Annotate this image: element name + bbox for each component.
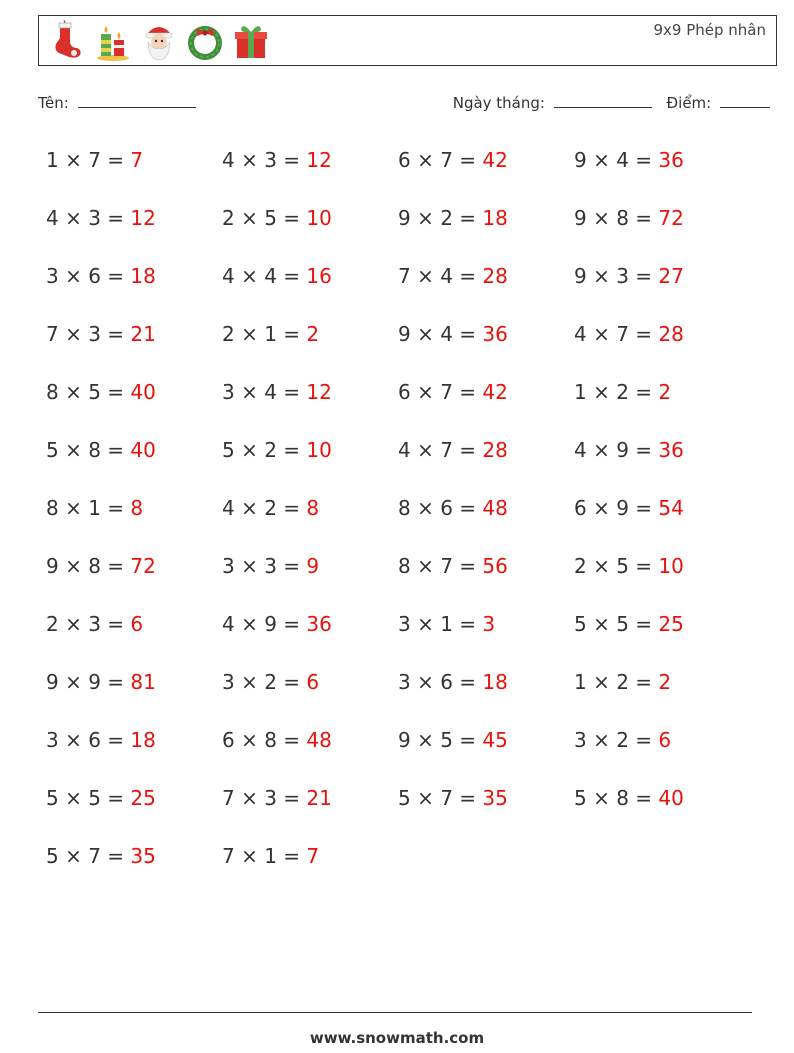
problem-answer: 12 xyxy=(306,148,332,172)
problem-question: 7 × 3 = xyxy=(222,786,307,810)
problem-answer: 81 xyxy=(130,670,156,694)
problem-answer: 3 xyxy=(482,612,496,636)
problem-answer: 7 xyxy=(130,148,144,172)
problem-answer: 27 xyxy=(658,264,684,288)
problem-question: 9 × 4 = xyxy=(398,322,483,346)
problem-answer: 12 xyxy=(306,380,332,404)
problem-item xyxy=(398,720,574,778)
problem-item xyxy=(222,140,398,198)
problem-answer: 18 xyxy=(130,728,156,752)
problem-question: 3 × 4 = xyxy=(222,380,307,404)
name-label: Tên: xyxy=(38,94,69,112)
problem-question: 8 × 1 = xyxy=(46,496,131,520)
problem-question: 6 × 8 = xyxy=(222,728,307,752)
problem-item xyxy=(46,256,222,314)
wreath-icon xyxy=(185,20,225,62)
problem-item xyxy=(574,372,750,430)
problem-question: 6 × 7 = xyxy=(398,148,483,172)
problem-answer: 72 xyxy=(658,206,684,230)
problem-item xyxy=(222,546,398,604)
header-icons xyxy=(47,20,271,62)
problem-answer: 16 xyxy=(306,264,332,288)
problem-item xyxy=(46,778,222,836)
problem-answer: 35 xyxy=(482,786,508,810)
footer-url: www.snowmath.com xyxy=(309,1029,485,1047)
problem-answer: 40 xyxy=(130,438,156,462)
problem-question: 4 × 3 = xyxy=(222,148,307,172)
problem-question: 2 × 3 = xyxy=(46,612,131,636)
problem-question: 2 × 5 = xyxy=(222,206,307,230)
problem-item xyxy=(398,488,574,546)
problem-answer: 21 xyxy=(306,786,332,810)
problem-item xyxy=(222,604,398,662)
problem-answer: 21 xyxy=(130,322,156,346)
problem-question: 4 × 9 = xyxy=(222,612,307,636)
problem-answer: 18 xyxy=(130,264,156,288)
problem-answer: 6 xyxy=(658,728,672,752)
problem-item xyxy=(46,604,222,662)
problem-item xyxy=(574,546,750,604)
problem-item xyxy=(574,488,750,546)
problem-item xyxy=(398,662,574,720)
problem-item xyxy=(222,372,398,430)
problem-question: 9 × 5 = xyxy=(398,728,483,752)
problem-question: 5 × 5 = xyxy=(574,612,659,636)
problem-answer: 36 xyxy=(658,438,684,462)
problem-question: 8 × 7 = xyxy=(398,554,483,578)
problem-answer: 28 xyxy=(482,264,508,288)
problem-item xyxy=(46,430,222,488)
problem-item xyxy=(398,430,574,488)
problem-question: 4 × 2 = xyxy=(222,496,307,520)
problem-question: 4 × 3 = xyxy=(46,206,131,230)
problem-item xyxy=(46,662,222,720)
problem-item xyxy=(574,662,750,720)
problem-question: 5 × 2 = xyxy=(222,438,307,462)
problem-question: 1 × 7 = xyxy=(46,148,131,172)
problem-answer: 25 xyxy=(658,612,684,636)
problem-answer: 40 xyxy=(130,380,156,404)
problem-answer: 6 xyxy=(130,612,144,636)
problem-question: 7 × 1 = xyxy=(222,844,307,868)
problem-item xyxy=(398,314,574,372)
problem-item xyxy=(222,198,398,256)
problem-item xyxy=(222,778,398,836)
problem-answer: 42 xyxy=(482,148,508,172)
problem-question: 3 × 3 = xyxy=(222,554,307,578)
score-label: Điểm: xyxy=(666,94,712,112)
date-blank xyxy=(554,94,652,108)
problem-answer: 10 xyxy=(658,554,684,578)
problem-question: 7 × 3 = xyxy=(46,322,131,346)
problem-question: 9 × 3 = xyxy=(574,264,659,288)
problem-item xyxy=(222,314,398,372)
problem-answer: 8 xyxy=(130,496,144,520)
problem-question: 8 × 5 = xyxy=(46,380,131,404)
problem-question: 9 × 2 = xyxy=(398,206,483,230)
problem-question: 3 × 2 = xyxy=(574,728,659,752)
footer-divider xyxy=(38,1012,752,1013)
problem-grid xyxy=(46,140,750,894)
problem-question: 3 × 6 = xyxy=(46,264,131,288)
problem-item xyxy=(46,372,222,430)
problem-item xyxy=(222,430,398,488)
problem-item xyxy=(398,198,574,256)
problem-question: 2 × 5 = xyxy=(574,554,659,578)
gift-icon xyxy=(231,20,271,62)
problem-question: 5 × 7 = xyxy=(398,786,483,810)
date-label: Ngày tháng: xyxy=(452,94,545,112)
problem-item xyxy=(46,198,222,256)
problem-answer: 48 xyxy=(306,728,332,752)
problem-item xyxy=(46,488,222,546)
problem-question: 9 × 8 = xyxy=(574,206,659,230)
problem-question: 4 × 7 = xyxy=(574,322,659,346)
problem-answer: 28 xyxy=(658,322,684,346)
problem-answer: 48 xyxy=(482,496,508,520)
problem-item xyxy=(574,778,750,836)
problem-item xyxy=(46,836,222,894)
problem-question: 3 × 6 = xyxy=(46,728,131,752)
date-score-fields xyxy=(453,94,770,112)
worksheet-header xyxy=(38,15,777,66)
problem-item xyxy=(574,720,750,778)
problem-item xyxy=(574,198,750,256)
problem-answer: 2 xyxy=(306,322,320,346)
problem-item xyxy=(574,314,750,372)
stocking-icon xyxy=(47,20,87,62)
problem-item xyxy=(222,488,398,546)
problem-question: 1 × 2 = xyxy=(574,670,659,694)
problem-answer: 2 xyxy=(658,380,672,404)
problem-answer: 36 xyxy=(482,322,508,346)
problem-answer: 10 xyxy=(306,206,332,230)
problem-answer: 35 xyxy=(130,844,156,868)
problem-item xyxy=(46,140,222,198)
problem-answer: 28 xyxy=(482,438,508,462)
problem-answer: 18 xyxy=(482,670,508,694)
problem-question: 3 × 6 = xyxy=(398,670,483,694)
problem-question: 9 × 9 = xyxy=(46,670,131,694)
problem-answer: 8 xyxy=(306,496,320,520)
worksheet-title: 9x9 Phép nhân xyxy=(653,21,766,39)
problem-item xyxy=(222,720,398,778)
problem-answer: 7 xyxy=(306,844,320,868)
problem-item xyxy=(222,256,398,314)
problem-answer: 12 xyxy=(130,206,156,230)
problem-answer: 45 xyxy=(482,728,508,752)
problem-item xyxy=(574,140,750,198)
problem-answer: 36 xyxy=(658,148,684,172)
problem-item xyxy=(222,836,398,894)
problem-question: 8 × 6 = xyxy=(398,496,483,520)
problem-answer: 18 xyxy=(482,206,508,230)
problem-item xyxy=(574,256,750,314)
name-field xyxy=(38,94,196,112)
problem-question: 5 × 7 = xyxy=(46,844,131,868)
problem-item xyxy=(222,662,398,720)
problem-answer: 25 xyxy=(130,786,156,810)
problem-answer: 42 xyxy=(482,380,508,404)
problem-item xyxy=(46,720,222,778)
problem-question: 6 × 7 = xyxy=(398,380,483,404)
problem-question: 4 × 7 = xyxy=(398,438,483,462)
problem-question: 1 × 2 = xyxy=(574,380,659,404)
problem-item xyxy=(398,256,574,314)
santa-icon xyxy=(139,20,179,62)
problem-answer: 54 xyxy=(658,496,684,520)
problem-question: 4 × 9 = xyxy=(574,438,659,462)
score-blank xyxy=(720,94,770,108)
problem-item xyxy=(398,546,574,604)
problem-item xyxy=(398,140,574,198)
problem-question: 3 × 1 = xyxy=(398,612,483,636)
problem-item xyxy=(574,604,750,662)
problem-answer: 10 xyxy=(306,438,332,462)
problem-item xyxy=(574,430,750,488)
problem-question: 5 × 8 = xyxy=(46,438,131,462)
problem-answer: 9 xyxy=(306,554,320,578)
problem-question: 3 × 2 = xyxy=(222,670,307,694)
problem-item xyxy=(398,372,574,430)
problem-answer: 6 xyxy=(306,670,320,694)
problem-question: 9 × 4 = xyxy=(574,148,659,172)
problem-item xyxy=(398,778,574,836)
problem-answer: 72 xyxy=(130,554,156,578)
problem-answer: 56 xyxy=(482,554,508,578)
name-blank xyxy=(78,94,196,108)
problem-question: 7 × 4 = xyxy=(398,264,483,288)
candles-icon xyxy=(93,20,133,62)
problem-item xyxy=(46,546,222,604)
problem-question: 2 × 1 = xyxy=(222,322,307,346)
problem-answer: 40 xyxy=(658,786,684,810)
problem-item xyxy=(46,314,222,372)
problem-question: 5 × 8 = xyxy=(574,786,659,810)
problem-answer: 2 xyxy=(658,670,672,694)
problem-question: 9 × 8 = xyxy=(46,554,131,578)
problem-item xyxy=(398,604,574,662)
problem-question: 6 × 9 = xyxy=(574,496,659,520)
problem-answer: 36 xyxy=(306,612,332,636)
problem-question: 4 × 4 = xyxy=(222,264,307,288)
problem-question: 5 × 5 = xyxy=(46,786,131,810)
